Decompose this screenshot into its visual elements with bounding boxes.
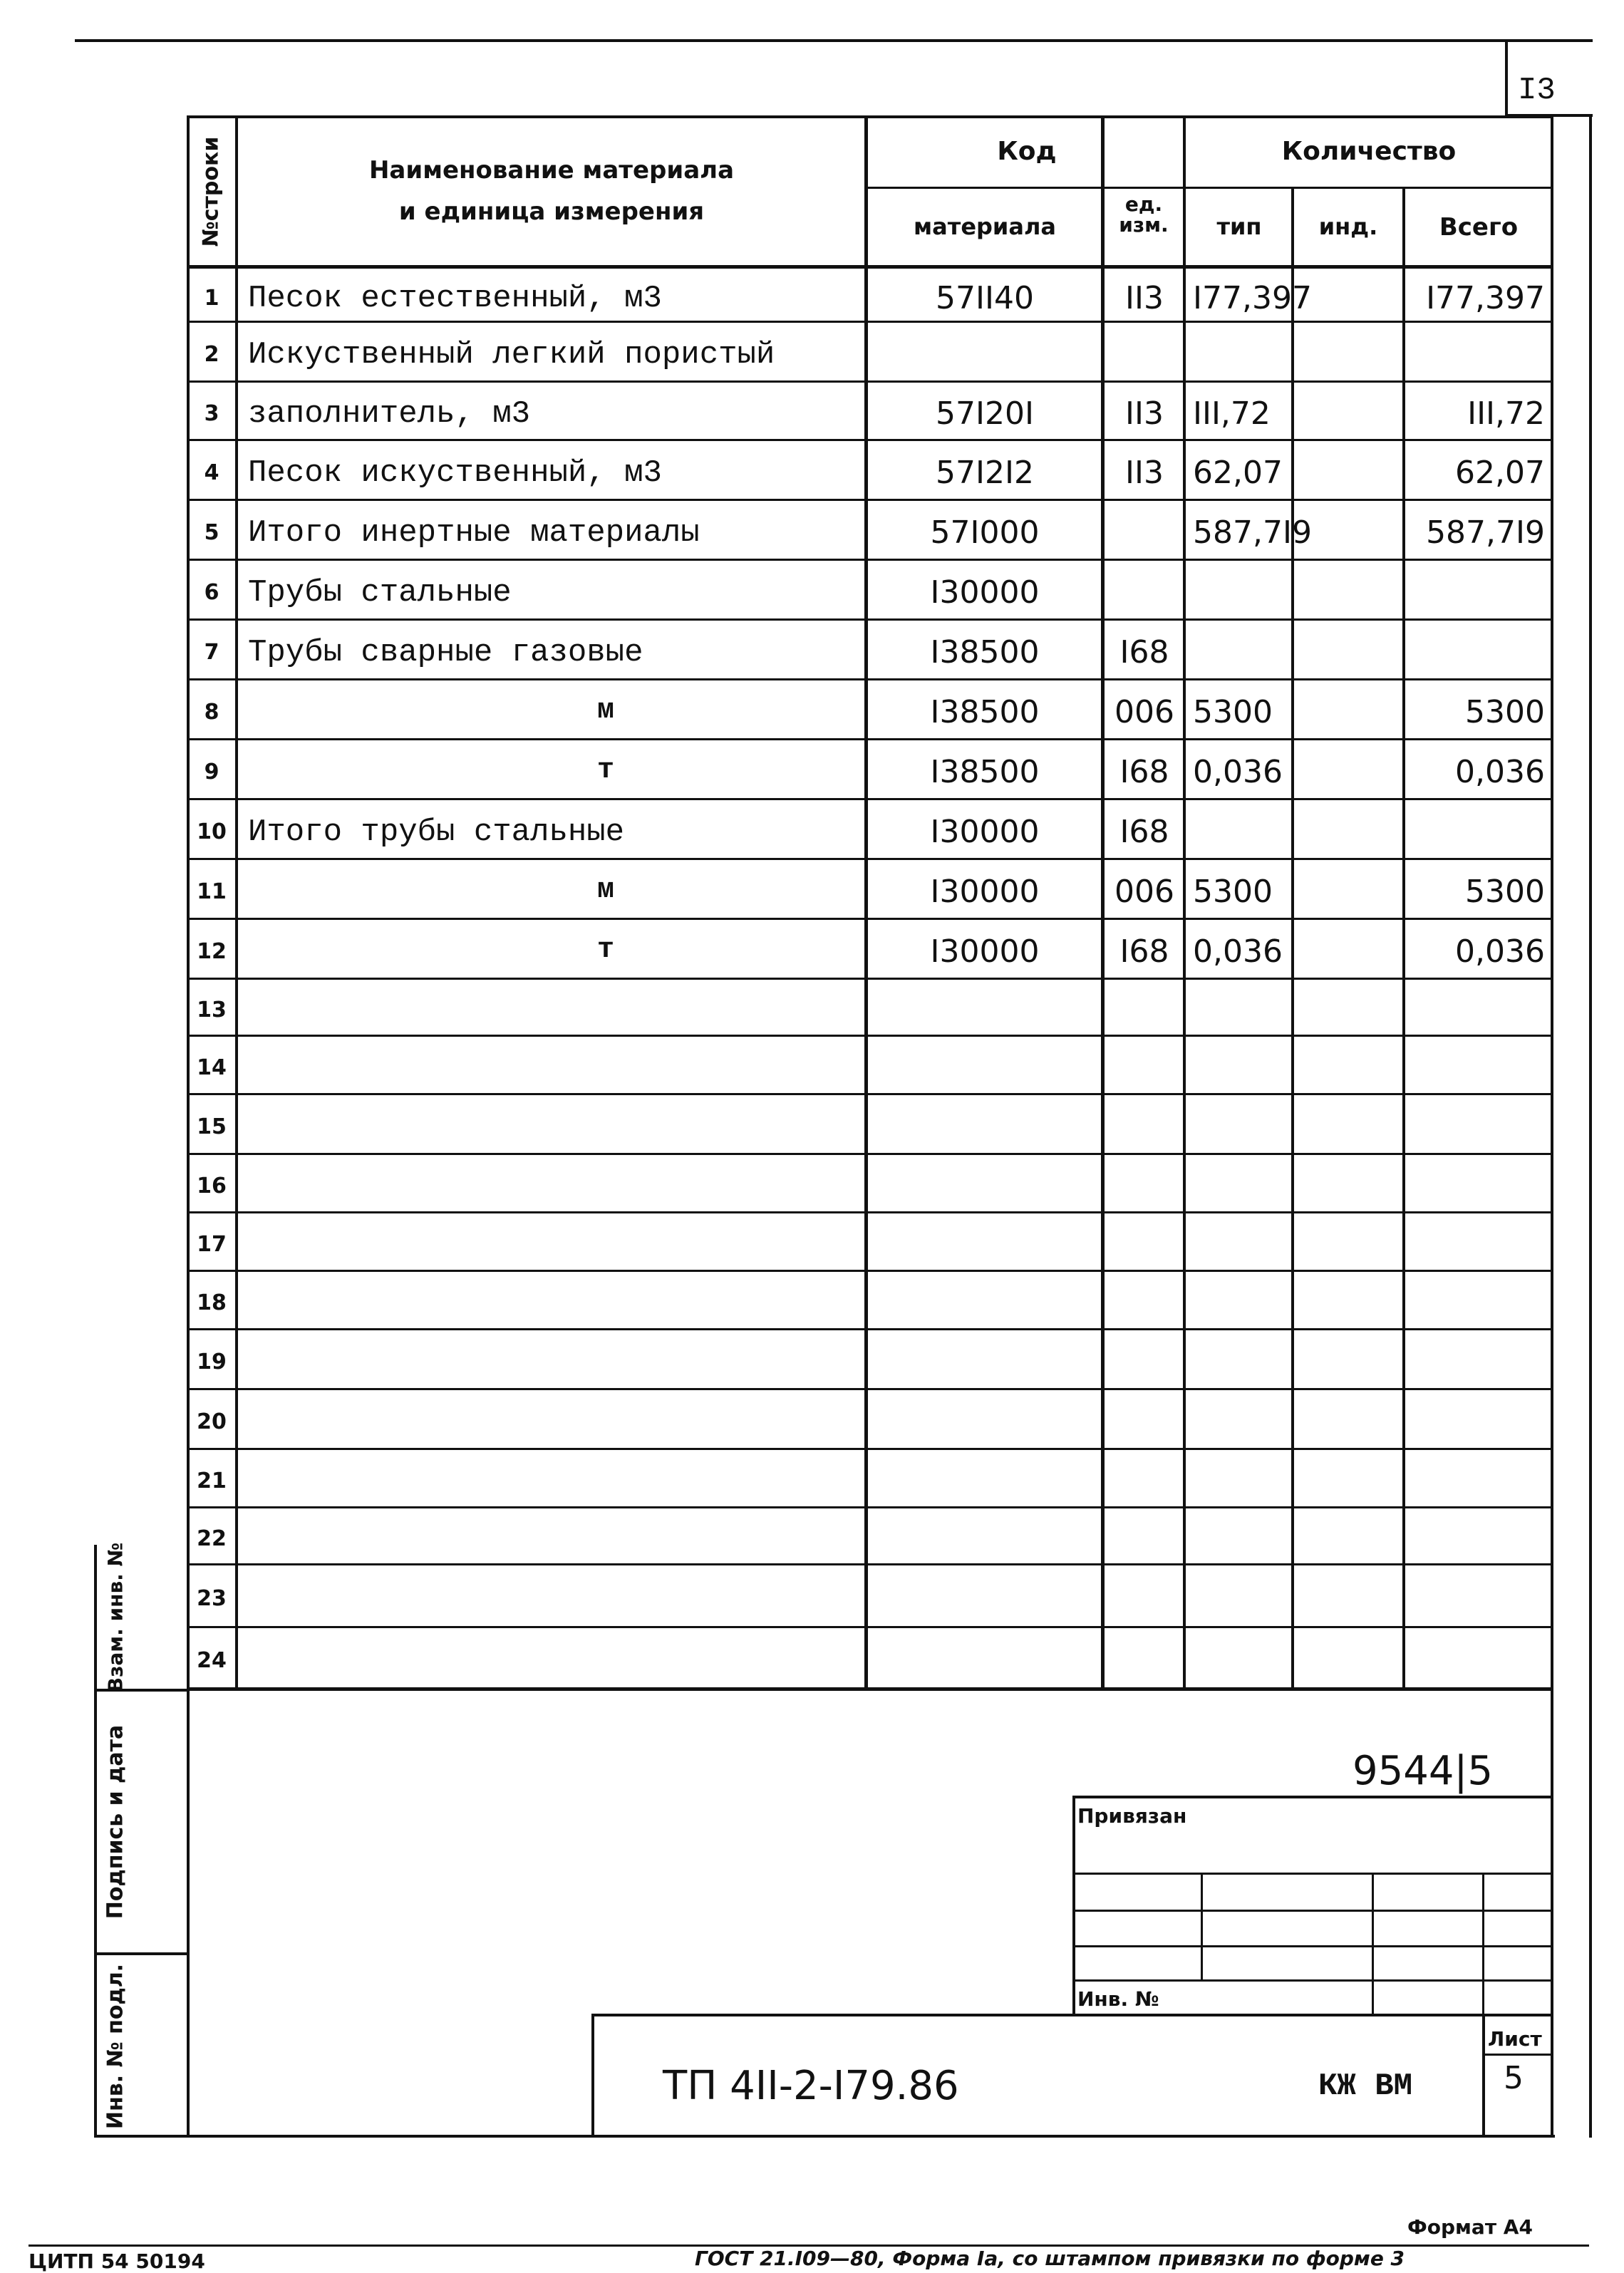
row-divider [187,1388,1553,1390]
row-name: заполнитель, м3 [248,396,531,432]
header-row-no [187,118,235,265]
header-code-unit-text: ед. изм. [1119,192,1169,237]
row-unit: I68 [1119,933,1169,970]
footer-right: ГОСТ 21.I09—80, Форма Iа, со штампом привязки по форме 3 [695,2247,1405,2270]
header-quantity: Количество [1281,137,1457,166]
col-ind-right [1402,187,1405,1689]
row-code: I30000 [930,933,1040,970]
table-top-border [187,115,1553,118]
row-divider [187,1211,1553,1213]
side-label-vzam: Взам. инв. № [103,1542,128,1693]
side-label-podpis: Подпись и дата [103,1724,128,1920]
row-no: 17 [197,1232,227,1257]
row-name: Трубы стальные [248,575,512,611]
row-code: I38500 [930,634,1040,670]
row-name: Итого трубы стальные [248,814,625,850]
row-unit: I68 [1119,634,1169,670]
row-name: м [596,874,614,906]
row-divider [187,858,1553,860]
row-unit: 006 [1114,874,1174,910]
side-label-inv-podl: Инв. № подл. [103,1963,128,2130]
row-total: 5300 [1465,694,1545,730]
side-label-podpis-box [94,1692,187,1952]
row-divider [187,738,1553,740]
privyazan-line-2 [1072,1910,1553,1912]
outer-bottom-border [94,2135,1555,2138]
row-no: 14 [197,1055,227,1080]
header-subdivider [866,187,1553,189]
row-divider [187,439,1553,441]
row-total: III,72 [1467,395,1545,432]
row-name: т [596,755,614,787]
row-total: I77,397 [1426,279,1545,316]
row-total: 587,7I9 [1426,514,1545,551]
row-no: 23 [197,1586,227,1611]
row-tip: 0,036 [1193,933,1283,970]
row-divider [187,978,1553,980]
row-code: 57I000 [930,514,1040,551]
row-unit: 006 [1114,694,1174,730]
row-unit: II3 [1125,395,1164,432]
row-no: 2 [204,342,219,367]
row-no: 10 [197,819,227,844]
header-row-no-label: №строки [198,136,224,247]
row-no: 3 [204,401,219,426]
row-divider [187,618,1553,621]
row-no: 19 [197,1350,227,1374]
header-code-unit [1105,194,1183,236]
row-no: 8 [204,700,219,725]
row-total: 5300 [1465,874,1545,910]
row-no: 6 [204,580,219,605]
titleblock-sheet-line [1482,2054,1553,2056]
row-no: 5 [204,520,219,545]
sheet-value: 5 [1504,2060,1524,2096]
format-label: Формат А4 [1407,2215,1533,2239]
header-name-line2: и единица измерения [398,197,705,226]
row-code: I38500 [930,754,1040,790]
row-divider [187,1153,1553,1155]
row-divider [187,1687,1553,1691]
outer-right-border [1589,114,1592,2138]
row-no: 13 [197,998,227,1022]
row-divider [187,1563,1553,1565]
row-no: 9 [204,760,219,785]
row-tip: III,72 [1193,395,1271,432]
row-total: 0,036 [1455,754,1545,790]
row-no: 20 [197,1409,227,1434]
row-name: м [596,695,614,727]
privyazan-label: Привязан [1077,1804,1187,1828]
page-number: I3 [1518,73,1556,108]
row-unit: II3 [1125,455,1164,491]
row-name: Песок естественный, м3 [248,280,662,316]
row-no: 7 [204,640,219,665]
row-tip: 5300 [1193,874,1273,910]
privyazan-line-4 [1072,1979,1553,1982]
privyazan-vline-1 [1201,1873,1203,1981]
row-code: I30000 [930,814,1040,850]
row-no: 18 [197,1290,227,1315]
row-divider [187,678,1553,680]
row-divider [187,1093,1553,1095]
row-unit: I68 [1119,754,1169,790]
row-divider [187,918,1553,920]
row-name: Итого инертные материалы [248,515,700,551]
row-name: Трубы сварные газовые [248,635,643,670]
row-tip: I77,397 [1193,279,1312,316]
row-name: т [596,934,614,966]
row-no: 21 [197,1469,227,1493]
row-divider [187,1328,1553,1330]
header-qty-ind: инд. [1318,213,1378,240]
row-divider [187,1035,1553,1037]
row-name: Песок искуственный, м3 [248,455,662,491]
row-code: I30000 [930,574,1040,611]
privyazan-line-3 [1072,1945,1553,1947]
row-total: 0,036 [1455,933,1545,970]
row-unit: II3 [1125,279,1164,316]
row-divider [187,499,1553,501]
titleblock-left [591,2014,594,2138]
row-name: Искуственный легкий пористый [248,337,775,373]
doc-code: ТП 4II-2-I79.86 [663,2063,959,2109]
titleblock-top [591,2014,1553,2016]
row-code: 57I20I [936,395,1034,432]
row-code: I38500 [930,694,1040,730]
row-divider [187,1270,1553,1272]
row-code: I30000 [930,874,1040,910]
row-no: 11 [197,879,227,904]
stamp-number: 9544|5 [1353,1748,1494,1794]
row-no: 15 [197,1114,227,1139]
header-name-line1: Наименование материала [368,156,735,185]
side-label-inv-box [94,1955,187,2138]
header-code: Код [997,137,1057,166]
header-bottom-border [187,265,1553,269]
inv-no-label: Инв. № [1077,1987,1159,2011]
table-right-border [1551,115,1553,2138]
privyazan-vline-3 [1482,1873,1484,2015]
row-total: 62,07 [1455,455,1545,491]
row-no: 1 [204,285,219,311]
header-qty-tip: тип [1216,213,1262,240]
row-tip: 0,036 [1193,754,1283,790]
row-divider [187,559,1553,561]
row-divider [187,1448,1553,1450]
row-no: 16 [197,1174,227,1198]
top-border [75,39,1593,42]
titleblock-sheet-divider [1482,2014,1485,2138]
row-divider [187,1626,1553,1628]
row-no: 12 [197,939,227,964]
row-tip: 62,07 [1193,455,1283,491]
sheet-label: Лист [1488,2027,1542,2051]
privyazan-left [1072,1796,1075,2016]
row-divider [187,380,1553,383]
row-tip: 5300 [1193,694,1273,730]
page-number-box-left [1505,39,1508,118]
doc-mark: КЖ ВМ [1318,2069,1413,2104]
header-qty-total: Всего [1439,213,1519,242]
row-tip: 587,7I9 [1193,514,1312,551]
row-divider [187,321,1553,323]
row-no: 24 [197,1648,227,1673]
row-code: 57I2I2 [936,455,1034,491]
header-code-material: материала [914,213,1056,240]
row-code: 57II40 [936,279,1034,316]
privyazan-line-1 [1072,1873,1553,1875]
privyazan-top [1072,1796,1553,1798]
row-unit: I68 [1119,814,1169,850]
privyazan-vline-2 [1372,1873,1374,2015]
row-no: 4 [204,460,219,485]
row-divider [187,798,1553,800]
side-label-vzam-box [94,1542,187,1693]
row-divider [187,1506,1553,1508]
footer-left: ЦИТП 54 50194 [29,2249,205,2273]
row-no: 22 [197,1526,227,1551]
